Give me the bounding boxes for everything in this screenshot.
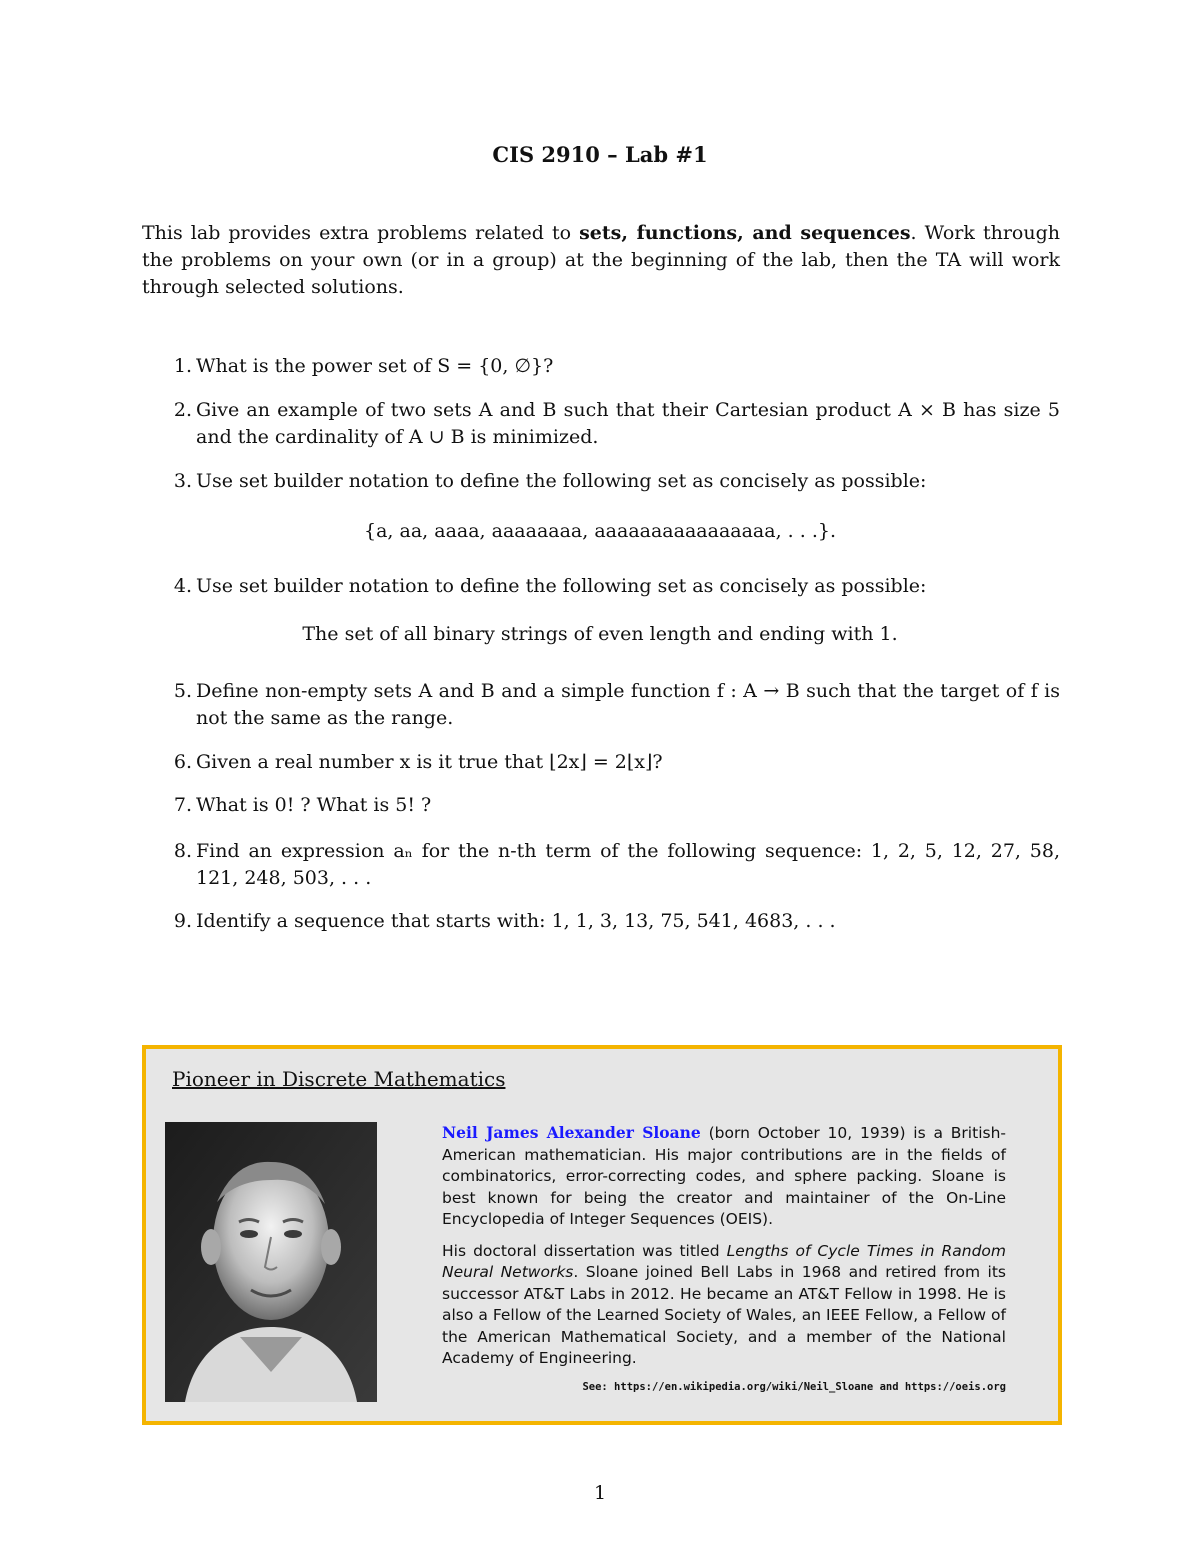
problem-item <box>142 908 1060 935</box>
problem-item <box>142 397 1060 451</box>
person-name: Neil James Alexander Sloane <box>442 1123 701 1142</box>
bio-text: . Sloane joined Bell Labs in 1968 and retired from its successor AT&T Labs in 2012. He became an AT&T Fellow in 1998. He is also a Fellow of the Learned Society of Wales, an IEEE Fellow, a Fellow of the American Mathematical Society, and a member of the National Academy of Engineering. <box>442 1263 1006 1367</box>
problem-text: Give an example of two sets A and B such that their Cartesian product A × B has size 5 and the cardinality of A ∪ B is minimized. <box>196 399 1060 448</box>
page-title: CIS 2910 – Lab #1 <box>492 142 708 167</box>
problem-text: What is 0! ? What is 5! ? <box>196 794 432 816</box>
pioneer-heading: Pioneer in Discrete Mathematics <box>172 1067 506 1091</box>
bio-text: His doctoral dissertation was titled <box>442 1241 727 1260</box>
problem-item <box>142 353 1060 380</box>
page-number: 1 <box>593 1482 607 1504</box>
set-display: {a, aa, aaaa, aaaaaaaa, aaaaaaaaaaaaaaaa, . . .}. <box>364 520 836 542</box>
intro-text-after: . Work through the problems on your own (or in a group) at the beginning of the lab, then the TA will work through selected solutions. <box>142 222 1060 298</box>
problem-number: 5. <box>173 680 192 702</box>
problem-text: What is the power set of S = {0, ∅}? <box>196 355 554 377</box>
problem-item <box>142 838 1060 892</box>
pioneer-box <box>142 1045 1062 1425</box>
bio-paragraph-2 <box>442 1241 1006 1370</box>
intro-text-before: This lab provides extra problems related to <box>142 222 580 244</box>
problem-number: 6. <box>173 751 192 773</box>
portrait-illustration <box>165 1122 377 1402</box>
problem-number: 8. <box>173 840 192 862</box>
problem-number: 3. <box>173 470 192 492</box>
problem-number: 9. <box>173 910 192 932</box>
biography <box>442 1122 1006 1380</box>
problem-text: Use set builder notation to define the following set as concisely as possible: <box>196 470 927 492</box>
set-description: The set of all binary strings of even length and ending with 1. <box>302 623 898 645</box>
bio-text: (born October 10, 1939) is a British-American mathematician. His major contributions are in the fields of combinatorics, error-correcting codes, and sphere packing. Sloane is best known for being the creator and maintainer of the On-Line Encyclopedia of Integer Sequences (OEIS). <box>442 1124 1006 1228</box>
intro-topics: sets, functions, and sequences <box>579 222 911 244</box>
problem-item <box>142 573 1060 600</box>
reference-links[interactable]: See: https://en.wikipedia.org/wiki/Neil_Sloane and https://oeis.org <box>582 1381 1006 1393</box>
problem-text: Use set builder notation to define the following set as concisely as possible: <box>196 575 927 597</box>
problem-item <box>142 678 1060 732</box>
problem-number: 4. <box>173 575 192 597</box>
problem-text: Find an expression aₙ for the n-th term of the following sequence: 1, 2, 5, 12, 27, 58, 121, 248, 503, . . . <box>196 840 1060 889</box>
problem-number: 1. <box>173 355 192 377</box>
problem-item <box>142 468 1060 495</box>
intro-paragraph <box>142 220 1060 301</box>
problem-text: Identify a sequence that starts with: 1, 1, 3, 13, 75, 541, 4683, . . . <box>196 910 836 932</box>
problem-number: 2. <box>173 399 192 421</box>
problem-text: Define non-empty sets A and B and a simple function f : A → B such that the target of f is not the same as the range. <box>196 680 1060 729</box>
problem-number: 7. <box>173 794 192 816</box>
portrait-photo <box>165 1122 377 1402</box>
bio-paragraph-1 <box>442 1122 1006 1231</box>
problem-item <box>142 749 1060 776</box>
dissertation-title: Lengths of Cycle Times in Random Neural Networks <box>442 1241 1006 1281</box>
problem-item <box>142 792 1060 819</box>
problem-text: Given a real number x is it true that ⌊2x⌋ = 2⌊x⌋? <box>196 751 663 773</box>
